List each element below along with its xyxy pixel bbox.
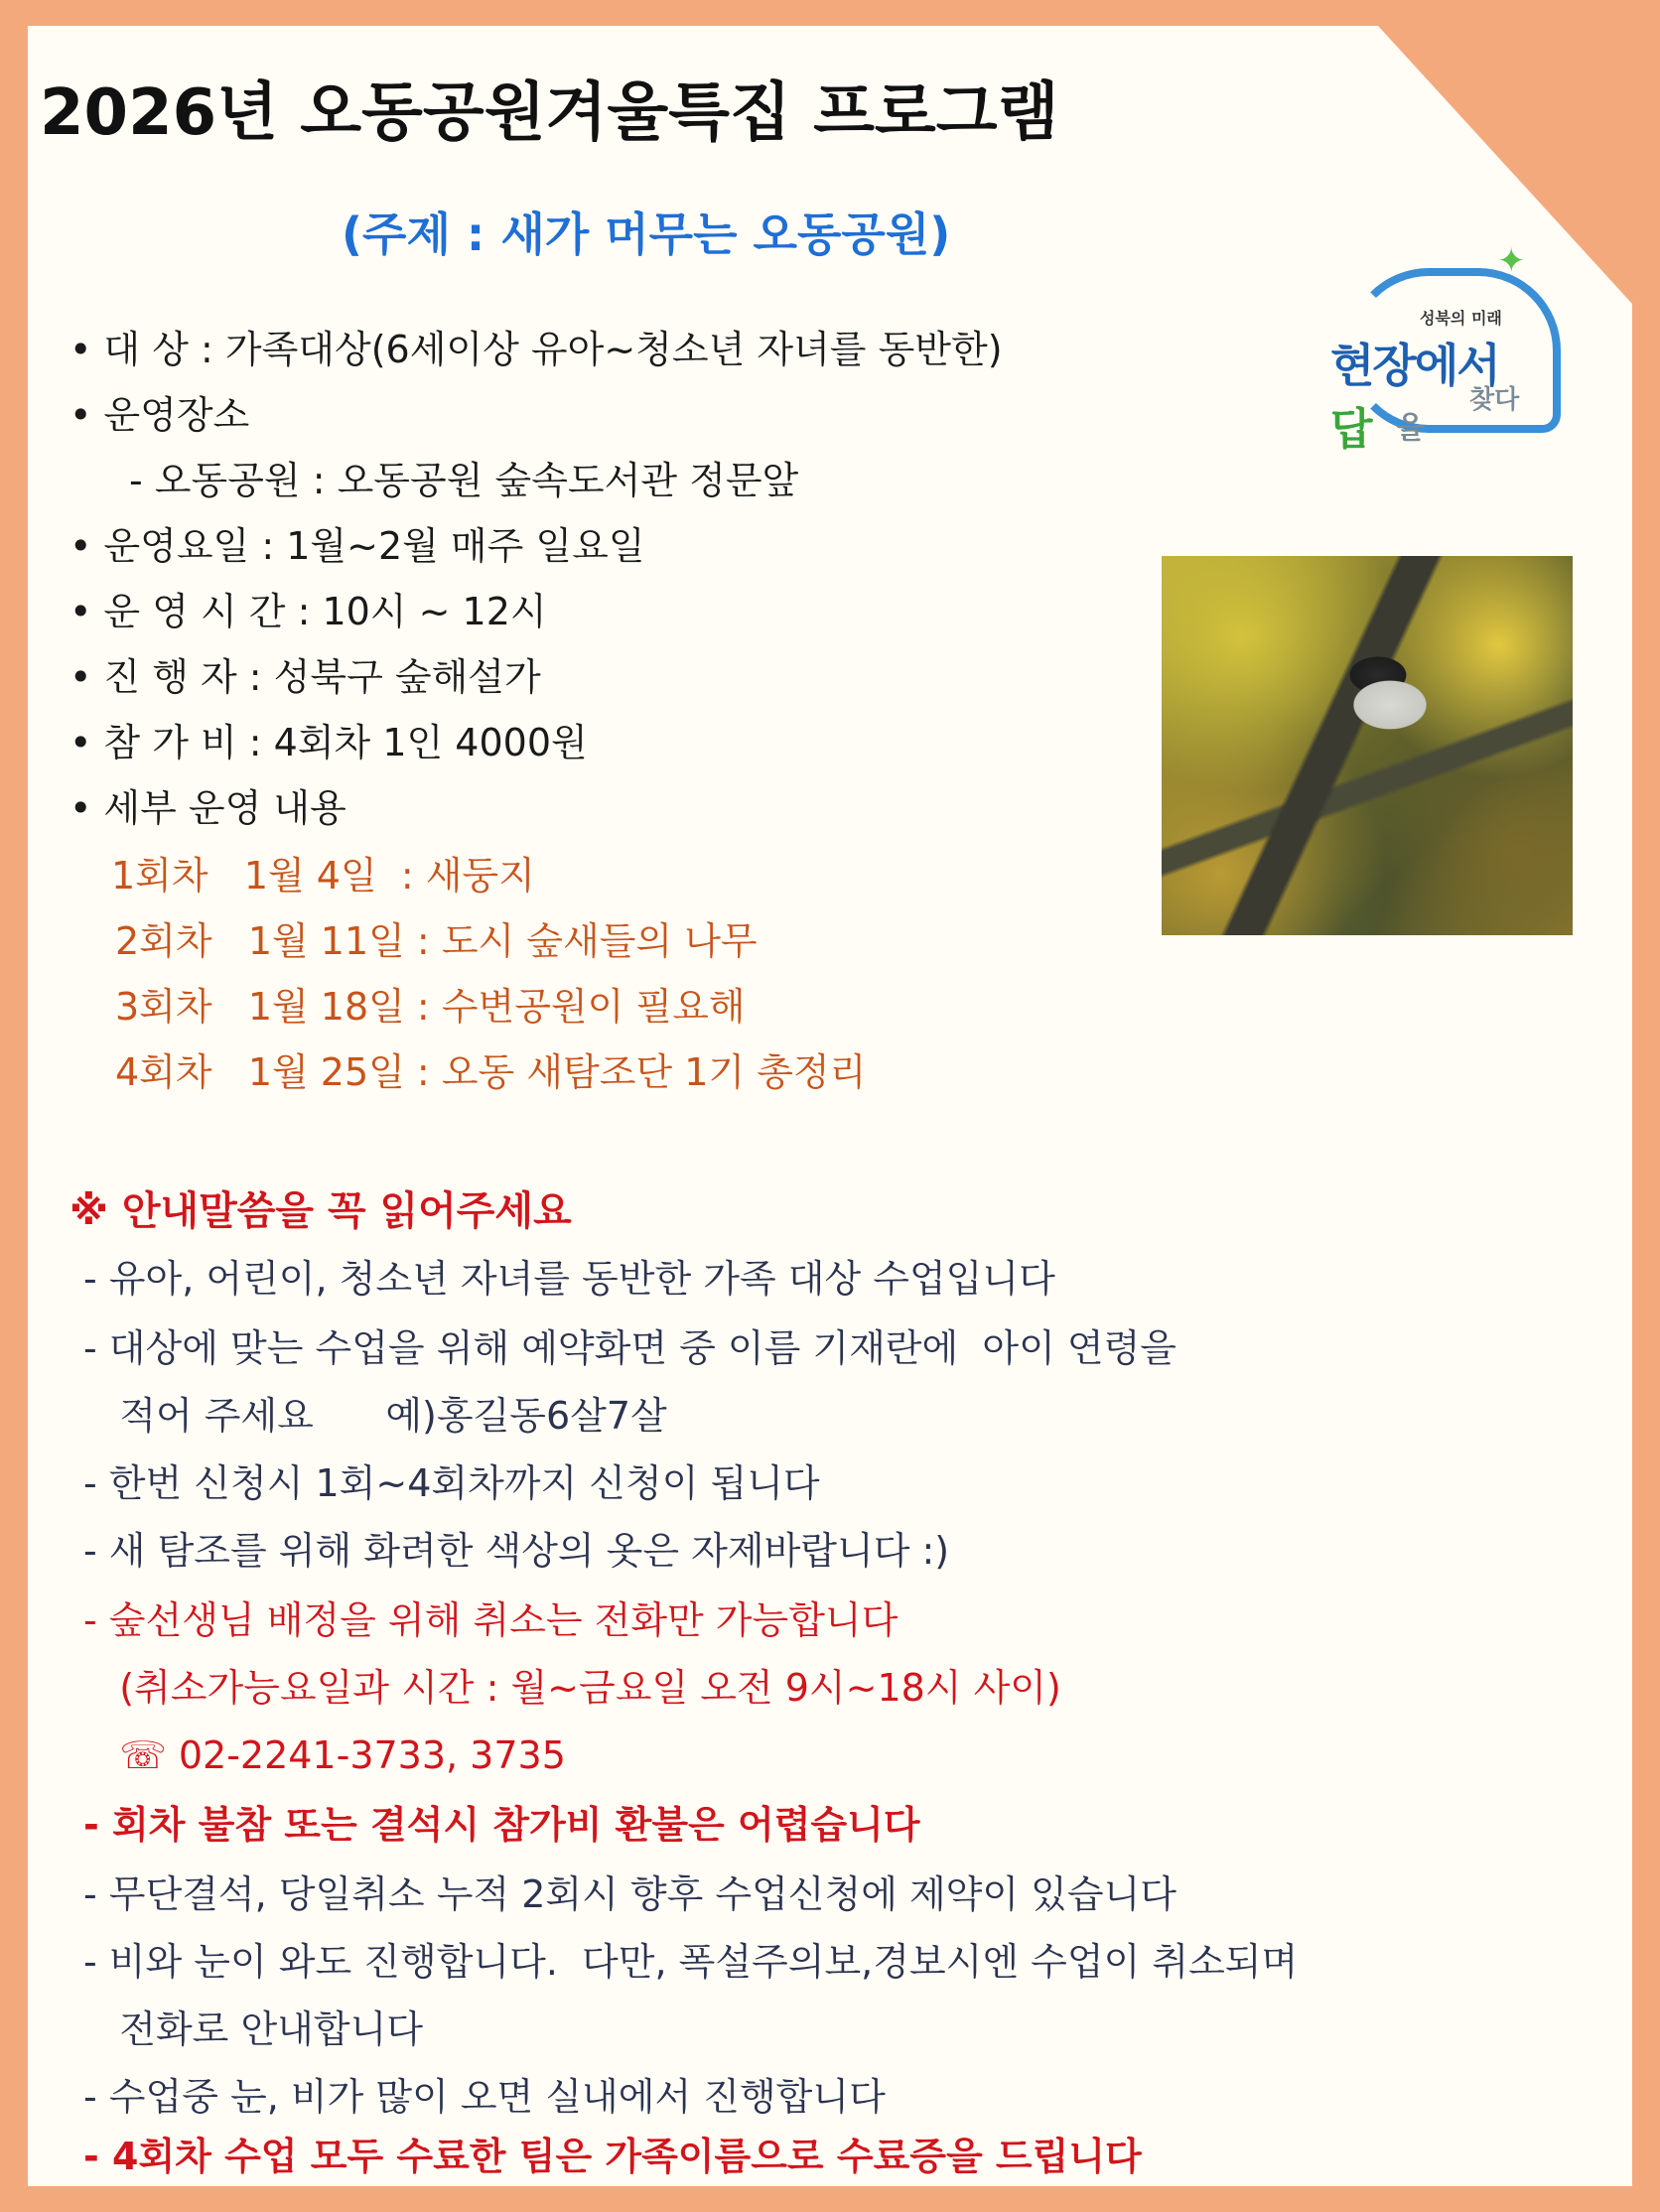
session-2: 2회차 1월 11일 : 도시 숲새들의 나무 <box>115 919 758 963</box>
info-fee: • 참 가 비 : 4회차 1인 4000원 <box>69 721 1598 766</box>
notice-2b: 적어 주세요 예)홍길동6살7살 <box>83 1394 667 1438</box>
notice-4: - 새 탐조를 위해 화려한 색상의 옷은 자제바랍니다 :) <box>83 1529 950 1573</box>
notice-phone: ☏ 02-2241-3733, 3735 <box>83 1733 566 1777</box>
info-target: • 대 상 : 가족대상(6세이상 유아~청소년 자녀를 동반한) <box>69 328 1598 373</box>
notice-5: - 숲선생님 배정을 위해 취소는 전화만 가능합니다 <box>83 1598 899 1642</box>
info-location-heading: • 운영장소 <box>69 393 1598 439</box>
session-1: 1회차 1월 4일 : 새둥지 <box>111 854 535 898</box>
page-title: 2026년 오동공원겨울특집 프로그램 <box>40 76 1059 150</box>
notice-7: - 무단결석, 당일취소 누적 2회시 향후 수업신청에 제약이 있습니다 <box>83 1872 1177 1916</box>
info-details-heading: • 세부 운영 내용 <box>69 786 1598 832</box>
star-icon: ✦ <box>1497 241 1526 281</box>
info-days: • 운영요일 : 1월~2월 매주 일요일 <box>69 524 1598 570</box>
logo-small-text: 성북의 미래 <box>1420 309 1502 328</box>
notice-10: - 4회차 수업 모두 수료한 팀은 가족이름으로 수료증을 드립니다 <box>83 2135 1142 2178</box>
notice-9: - 수업중 눈, 비가 많이 오면 실내에서 진행합니다 <box>83 2075 886 2119</box>
notice-8b: 전화로 안내합니다 <box>83 2007 423 2051</box>
page-subtitle: (주제 : 새가 머무는 오동공원) <box>342 207 951 261</box>
notice-3: - 한번 신청시 1회~4회차까지 신청이 됩니다 <box>83 1461 820 1505</box>
notice-8: - 비와 눈이 와도 진행합니다. 다만, 폭설주의보,경보시엔 수업이 취소되며 <box>83 1940 1299 1984</box>
logo-line2: 답 <box>1330 404 1373 455</box>
logo-line3: 을 <box>1396 411 1425 446</box>
session-4: 4회차 1월 25일 : 오동 새탐조단 1기 총정리 <box>115 1050 867 1094</box>
notice-1: - 유아, 어린이, 청소년 자녀를 동반한 가족 대상 수업입니다 <box>83 1257 1055 1301</box>
notice-2: - 대상에 맞는 수업을 위해 예약화면 중 이름 기재란에 아이 연령을 <box>83 1326 1176 1370</box>
info-host: • 진 행 자 : 성북구 숲해설가 <box>69 655 1598 701</box>
info-time: • 운 영 시 간 : 10시 ~ 12시 <box>69 590 1598 635</box>
notice-5b: (취소가능요일과 시간 : 월~금요일 오전 9시~18시 사이) <box>83 1666 1061 1710</box>
session-3: 3회차 1월 18일 : 수변공원이 필요해 <box>115 985 746 1029</box>
info-location: - 오동공원 : 오동공원 숲속도서관 정문앞 <box>129 459 799 502</box>
notice-heading: ※ 안내말씀을 꼭 읽어주세요 <box>69 1188 572 1234</box>
notice-6: - 회차 불참 또는 결석시 참가비 환불은 어렵습니다 <box>83 1803 920 1847</box>
logo-line4: 찾다 <box>1469 385 1520 415</box>
logo-line1: 현장에서 <box>1330 339 1499 392</box>
